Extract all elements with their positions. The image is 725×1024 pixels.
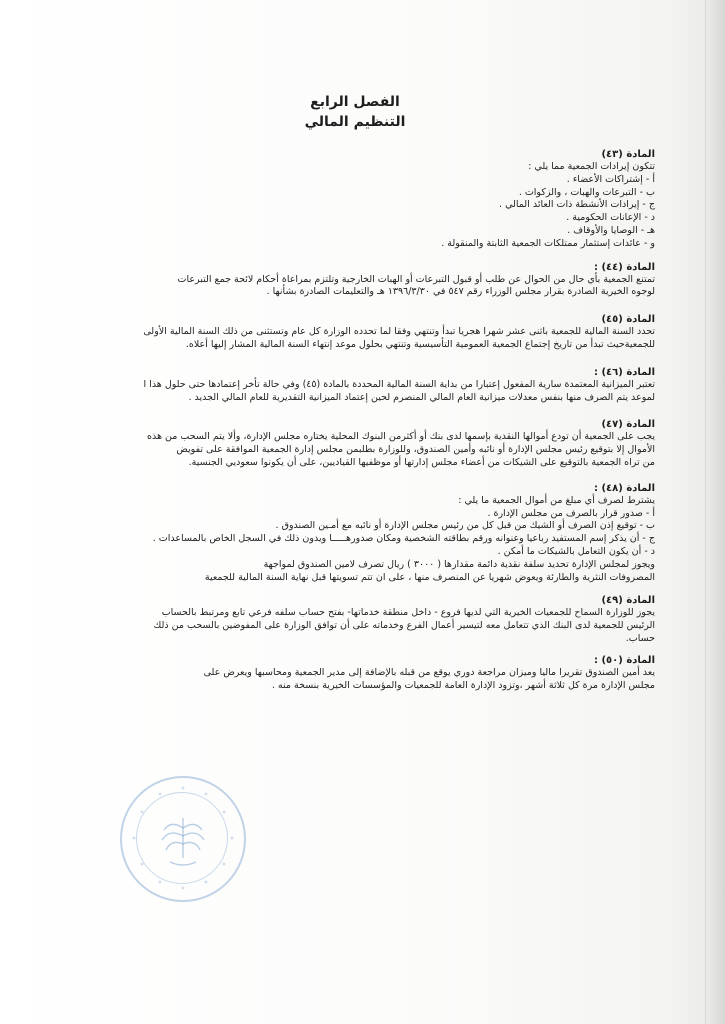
chapter-title: الفصل الرابع xyxy=(310,94,400,110)
article-line: يعد أمين الصندوق تقريرا ماليا وميزان مراجعة دوري يوقع من قبله بالإضافة إلى مدير الجمعية ومحاسبها ويعرض على xyxy=(203,666,655,678)
page-edge-shadow xyxy=(707,0,725,1024)
article-heading: المادة (٤٣) xyxy=(601,149,655,160)
article-4 xyxy=(55,366,655,405)
article-heading: المادة (٤٩) xyxy=(601,595,655,607)
article-8 xyxy=(55,654,655,693)
document-body xyxy=(55,60,655,692)
article-2 xyxy=(55,261,655,300)
seal-emblem-icon xyxy=(122,778,244,900)
article-line: لموعد يتم الصرف منها بنفس معدلات ميزانية العام المالي المنصرم لحين إعتماد الميزانية التقديرية للعام المالي الجديد . xyxy=(188,391,655,403)
article-line: من تراه الجمعية بالتوقيع على الشيكات من أعضاء مجلس إدارتها أو موظفيها القياديين، على أن يكونوا سعوديي الجنسية. xyxy=(188,456,655,468)
article-line: هـ - الوصايا والأوقاف . xyxy=(567,224,655,236)
article-heading: المادة (٤٦) : xyxy=(593,366,655,378)
article-6 xyxy=(55,482,655,585)
article-line: المصروفات النثرية والطارئة ويعوض شهريا عن المنصرف منها ، على ان تتم تسويتها قبل نهاية السنة المالية للجمعية xyxy=(204,571,655,583)
article-line: مجلس الإدارة مرة كل ثلاثة أشهر ،وتزود الإدارة العامة للجمعيات والمؤسسات الخيرية بنسخة منه . xyxy=(271,679,655,691)
articles-list xyxy=(55,148,655,692)
article-line: د - الإعانات الحكومية . xyxy=(566,212,655,224)
article-line: ب - التبرعات والهبات ، والزكوات . xyxy=(518,186,655,198)
article-heading: المادة (٤٧) xyxy=(601,419,655,431)
article-line: ويجوز لمجلس الإدارة تحديد سلفة نقدية دائمة مقدارها ( ٣٠٠٠ ) ريال تصرف لامين الصندوق لمواجهة xyxy=(263,558,655,570)
article-heading: المادة (٥٠) : xyxy=(593,654,655,666)
article-7 xyxy=(55,594,655,645)
article-line: للجمعيةحيث تبدأ من تاريخ إجتماع الجمعية العمومية التأسيسية وتنتهي بحلول موعد إنتهاء السنة المالية المشار إليها أعلاه. xyxy=(185,338,655,350)
article-line: ج - إيرادات الأنشطة ذات العائد المالي . xyxy=(499,199,655,211)
article-line: و - عائدات إستثمار ممتلكات الجمعية الثابتة والمنقولة . xyxy=(441,237,655,249)
article-line: يجوز للوزارة السماح للجمعيات الخيرية التي لديها فروع - داخل منطقة خدماتها- بفتح حساب سلفه فرعي تابع ومرتبط بالحساب xyxy=(161,607,655,619)
article-heading: المادة (٤٨) : xyxy=(593,482,655,494)
page-edge-line xyxy=(705,0,706,1024)
article-line: يجب على الجمعية أن تودع أموالها النقدية بإسمها لدى بنك أو أكثرمن البنوك المحلية يختاره مجلس الإدارة، وألا يتم السحب من هذه xyxy=(147,431,655,443)
article-1 xyxy=(55,148,655,251)
article-5 xyxy=(55,418,655,469)
article-line: لوجوه الخيرية الصادرة بقرار مجلس الوزراء رقم ٥٤٧ في ١٣٩٦/٣/٣٠ هـ والتعليمات الصادرة بشأنها . xyxy=(266,286,655,298)
article-line: تحدد السنة المالية للجمعية باثنى عشر شهرا هجريا تبدأ وتنتهي وفقا لما تحدده الوزارة كل عام وتستثنى من ذلك السنة المالية الأولى xyxy=(143,326,655,338)
official-seal-stamp-icon xyxy=(120,776,246,902)
article-line: تعتبر الميزانية المعتمدة سارية المفعول إعتبارا من بداية السنة المالية المحددة بالمادة (٤٥) وفي حالة تأخر إعتمادها حتى حلول هذا ا xyxy=(143,378,655,390)
article-line: أ - إشتراكات الأعضاء . xyxy=(566,173,655,185)
article-line: يشترط لصرف أي مبلغ من أموال الجمعية ما يلي : xyxy=(458,494,655,506)
article-line: تتكون إيرادات الجمعية مما يلي : xyxy=(528,161,655,172)
chapter-subtitle: التنظيم المالي xyxy=(304,114,406,130)
article-line: الرئيس للجمعية لدى البنك الذي تتعامل معه لتيسير أعمال الفرع وخدماته على أن توافق الوزارة على المفوضين بالسحب من ذلك xyxy=(153,620,655,632)
article-line: حساب. xyxy=(625,632,655,644)
article-3 xyxy=(55,313,655,352)
article-heading: المادة (٤٤) : xyxy=(593,261,655,273)
article-line: ج - أن يذكر إسم المستفيد رباعيا وعنوانه ورقم بطاقته الشخصية ومكان صدورهـــــا ويدون ذلك في السجل الخاص بالمساعدات . xyxy=(152,533,655,545)
article-line: تمتنع الجمعية بأي حال من الحوال عن طلب أو قبول التبرعات أو الهبات الخارجية وتلتزم بمراعاة أحكام لائحة جمع التبرعات xyxy=(177,273,655,285)
article-line: ب - توقيع إذن الصرف أو الشيك من قبل كل من رئيس مجلس الإدارة أو نائبه مع أمـين الصندوق . xyxy=(275,520,655,532)
article-heading: المادة (٤٥) xyxy=(601,314,655,326)
article-line: د - أن يكون التعامل بالشيكات ما أمكن . xyxy=(497,545,655,557)
article-line: الأموال إلا بتوقيع رئيس مجلس الإدارة أو نائبه وأمين الصندوق، وللوزارة بطلبمن مجلس إدارة الجمعية الموافقة على تفويض xyxy=(176,444,655,456)
article-line: أ - صدور قرار بالصرف من مجلس الإدارة . xyxy=(487,507,655,519)
